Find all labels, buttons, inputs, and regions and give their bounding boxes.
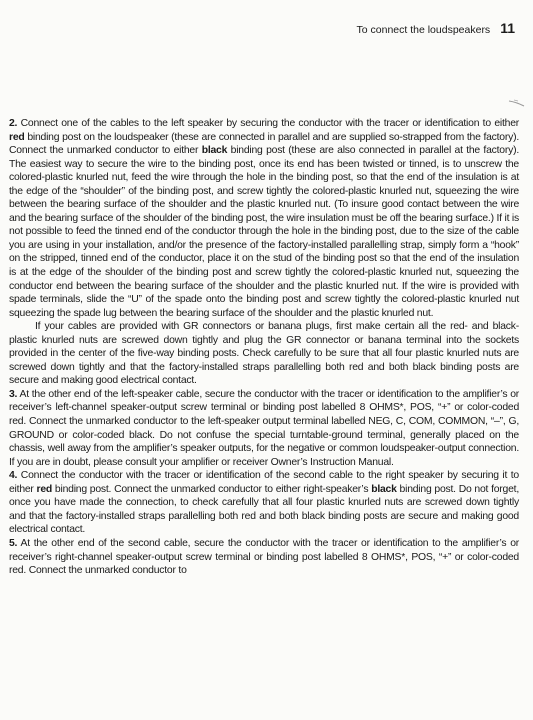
paragraph-text: binding post on the loudspeaker (these are connected in parallel and are supplied so-strapped from the factory). Connect the unmarked conductor to either	[9, 131, 519, 157]
section-title: To connect the loudspeakers	[356, 24, 491, 36]
instruction-paragraph	[9, 537, 519, 578]
paragraph-text: binding post (these are also connected in parallel at the factory). The easiest way to secure the wire to the binding post, once its end has been twisted or tinned, is to unscrew the colored-plastic knurled nut, feed the wire through the hole in the binding post, so that the end of the insulation is at the edge of the “shoulder” of the binding post, and screw tightly the colored-plastic knurled nut, squeezing the wire between the bearing surface of the shoulder and the plastic knurled nut. (To insure good contact between the wire and the bearing surface of the shoulder of the binding post, the wire insulation must be off the bearing surface.) If it is not possible to feed the tinned end of the conductor through the hole in the binding post, due to the size of the cable you are using in your installation, and/or the presence of the factory-installed parallelling strap, simply form a “hook” on the stripped, tinned end of the conductor, place it on the stud of the binding post so that the end of the insulation is at the edge of the shoulder of the binding post and screw tightly the colored-plastic knurled nut, squeezing the conductor end between the bearing surface of the shoulder and the plastic knurled nut. If the wire is provided with spade terminals, slide the “U” of the spade onto the binding post and screw tightly the colored-plastic knurled nut squeezing the spade lug between the bearing surface of the shoulder and the plastic knurled nut.	[9, 145, 519, 319]
step-number: 3.	[9, 388, 18, 400]
emphasized-term: black	[201, 145, 228, 157]
instructions-body	[9, 117, 519, 578]
instruction-paragraph	[9, 117, 519, 320]
step-number: 2.	[9, 118, 18, 129]
step-number: 4.	[9, 470, 18, 482]
paragraph-text: Connect one of the cables to the left speaker by securing the conductor with the tracer or identification to either	[17, 118, 519, 129]
stray-mark-icon	[508, 98, 526, 108]
paragraph-text: Connect the conductor with the tracer or identification of the second cable to the right speaker by securing it to either	[9, 470, 519, 495]
instruction-paragraph	[9, 320, 519, 388]
page-number: 11	[500, 20, 515, 36]
paragraph-text: At the other end of the left-speaker cable, secure the conductor with the tracer or identification to the amplifier’s or receiver’s left-channel speaker-output screw terminal or binding post labelled 8 OHMS*, POS, “+” or color-coded red. Connect the unmarked conductor to the left-speaker output terminal labelled NEG, C, COM, COMMON, “–”, G, GROUND or color-coded black. Do not confuse the special turntable-ground terminal, generally placed on the chassis, well away from the amplifier’s speaker outputs, for the negative or common loudspeaker-output connection. If you are in doubt, please consult your amplifier or receiver Owner’s Instruction Manual.	[9, 388, 519, 468]
paragraph-text: If your cables are provided with GR connectors or banana plugs, first make certain all the red- and black-plastic knurled nuts are screwed down tightly and plug the GR connector or banana terminal into the sockets provided in the center of the five-way binding posts. Check carefully to be sure that all four plastic knurled nuts are screwed down tightly and that the factory-installed straps parallelling both red and both black binding posts are secure and making good electrical contact.	[9, 321, 519, 387]
emphasized-term: red	[36, 483, 53, 495]
step-number: 5.	[9, 537, 18, 549]
paragraph-text: binding post. Connect the unmarked conductor to either right-speaker’s	[52, 483, 372, 495]
paragraph-text: binding post. Do not forget, once you have made the connection, to check carefully that all four plastic knurled nuts are screwed down tightly and that the factory-installed straps parallelling both red and both black binding posts are secure and making good electrical contact.	[9, 483, 519, 536]
paragraph-text: At the other end of the second cable, secure the conductor with the tracer or identification to the amplifier’s or receiver’s right-channel speaker-output screw terminal or binding post labelled 8 OHMS*, POS, “+” or color-coded red. Connect the unmarked conductor to	[9, 537, 519, 577]
emphasized-term: red	[9, 131, 25, 143]
instruction-paragraph	[9, 388, 519, 469]
emphasized-term: black	[371, 483, 397, 495]
running-header	[357, 20, 515, 36]
instruction-paragraph	[9, 469, 519, 537]
